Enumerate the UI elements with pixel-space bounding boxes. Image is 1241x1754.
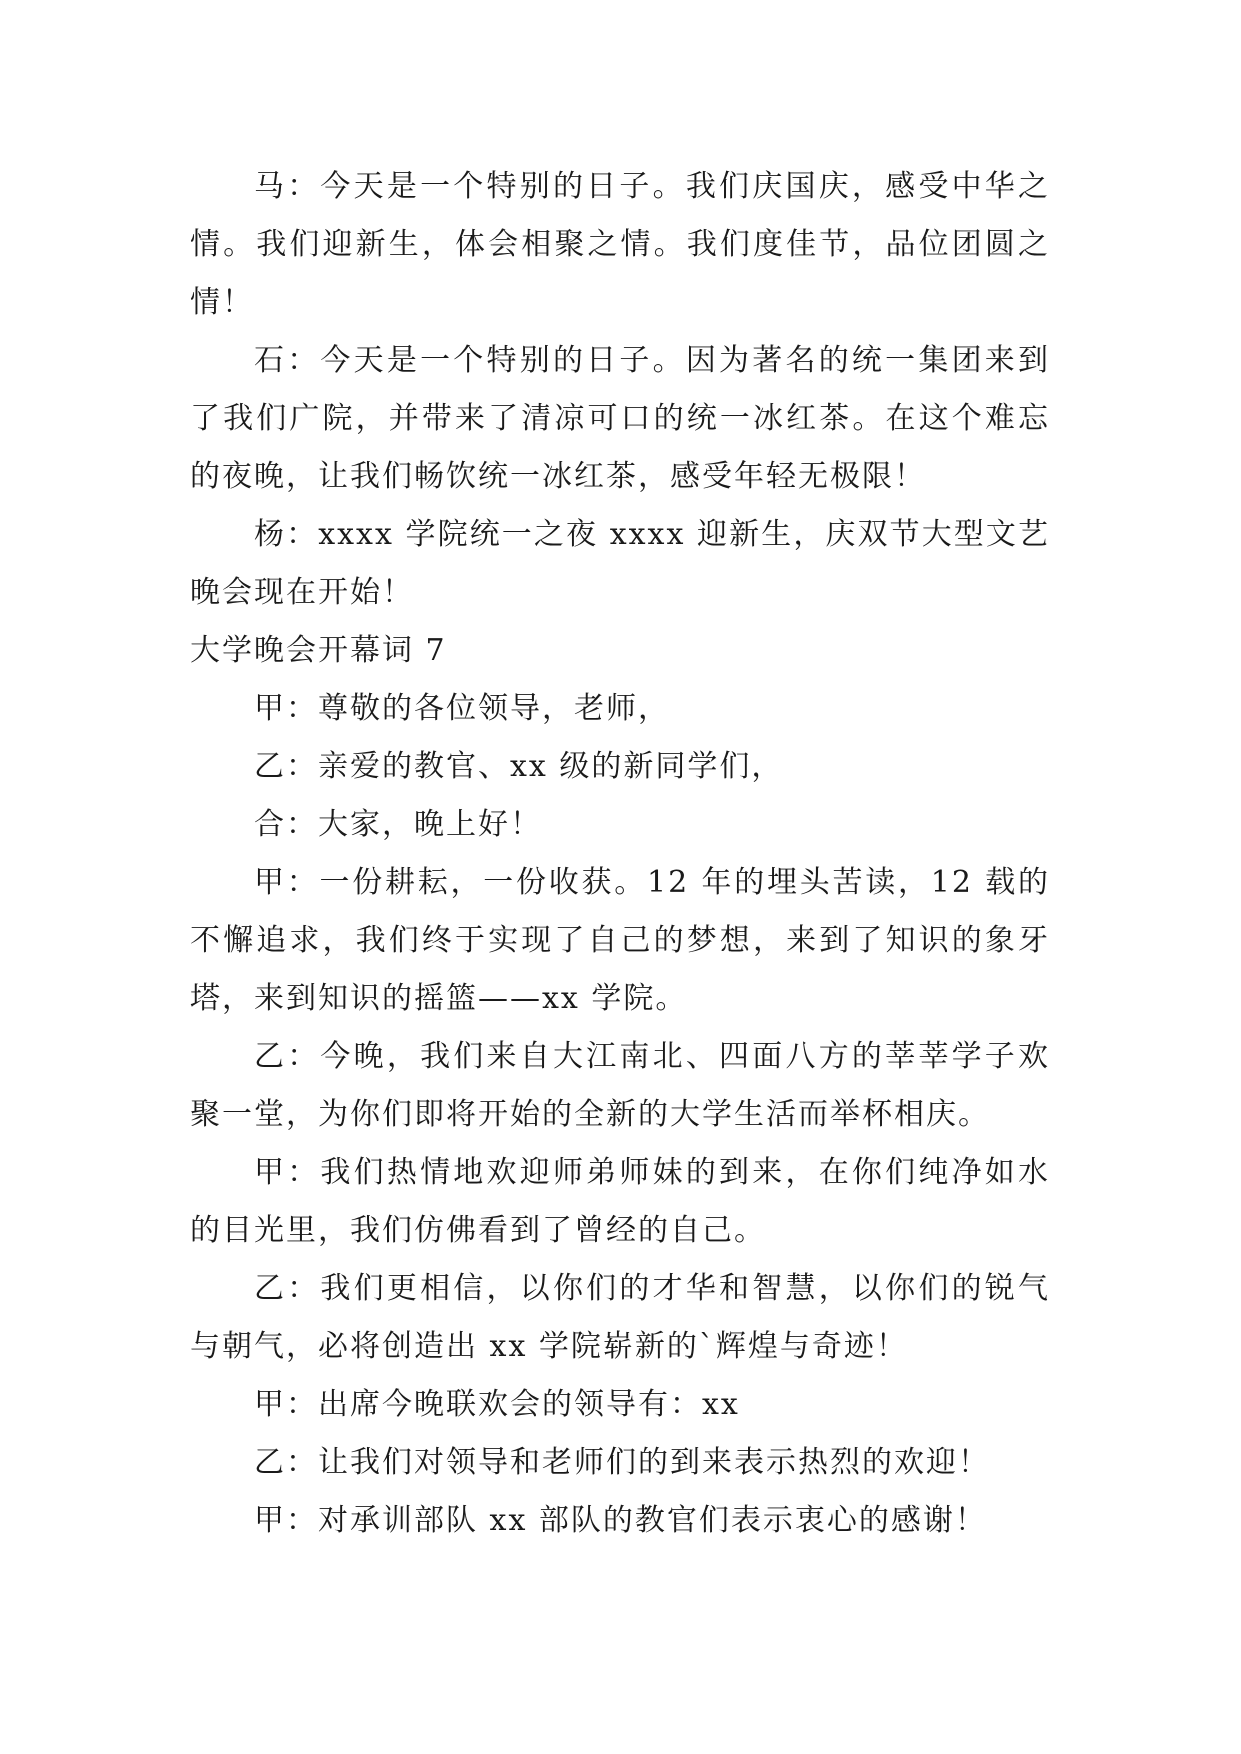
paragraph-he-greeting: 合：大家，晚上好！ xyxy=(254,807,542,842)
section-heading: 大学晚会开幕词 7 xyxy=(190,633,447,668)
paragraph-jia-greeting: 甲：尊敬的各位领导，老师， xyxy=(254,691,670,726)
paragraph-yi-gathering: 乙：今晚，我们来自大江南北、四面八方的莘莘学子欢聚一堂，为你们即将开始的全新的大学生活而举杯相庆。 xyxy=(190,1039,1050,1132)
paragraph-ma: 马：今天是一个特别的日子。我们庆国庆，感受中华之情。我们迎新生，体会相聚之情。我们度佳节，品位团圆之情！ xyxy=(190,169,1050,320)
paragraph-yi-belief: 乙：我们更相信，以你们的才华和智慧，以你们的锐气与朝气，必将创造出 xx 学院崭新的`辉煌与奇迹！ xyxy=(190,1271,1050,1364)
document-body xyxy=(190,158,1050,1550)
paragraph-jia-leaders: 甲：出席今晚联欢会的领导有：xx xyxy=(254,1387,740,1422)
paragraph-shi: 石：今天是一个特别的日子。因为著名的统一集团来到了我们广院，并带来了清凉可口的统一冰红茶。在这个难忘的夜晚，让我们畅饮统一冰红茶，感受年轻无极限！ xyxy=(190,343,1050,494)
paragraph-jia-harvest: 甲：一份耕耘，一份收获。12 年的埋头苦读，12 载的不懈追求，我们终于实现了自己的梦想，来到了知识的象牙塔，来到知识的摇篮——xx 学院。 xyxy=(190,865,1050,1016)
paragraph-yang: 杨：xxxx 学院统一之夜 xxxx 迎新生，庆双节大型文艺晚会现在开始！ xyxy=(190,517,1050,610)
paragraph-yi-greeting: 乙：亲爱的教官、xx 级的新同学们， xyxy=(254,749,784,784)
paragraph-jia-thanks: 甲：对承训部队 xx 部队的教官们表示衷心的感谢！ xyxy=(254,1503,987,1538)
paragraph-yi-applause: 乙：让我们对领导和老师们的到来表示热烈的欢迎！ xyxy=(254,1445,990,1480)
paragraph-jia-welcome: 甲：我们热情地欢迎师弟师妹的到来，在你们纯净如水的目光里，我们仿佛看到了曾经的自己。 xyxy=(190,1155,1050,1248)
